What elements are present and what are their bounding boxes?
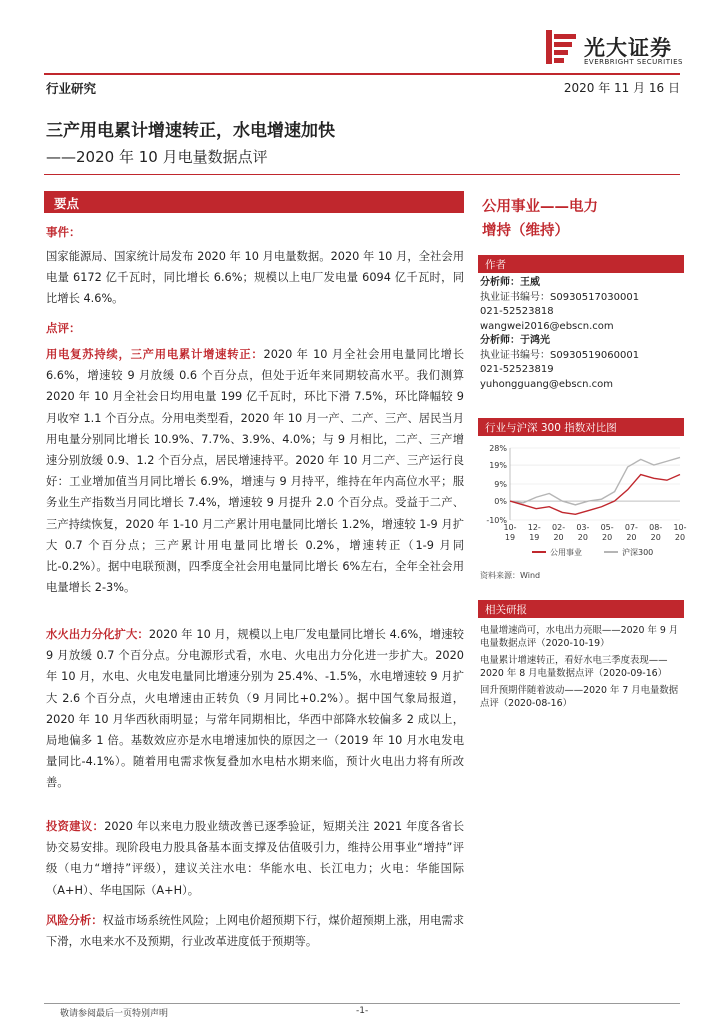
reports-bar [478, 600, 684, 618]
comment-label: 点评： [46, 321, 81, 335]
footer-disclaimer: 敬请参阅最后一页特别声明 [60, 1009, 169, 1019]
analyst-role: 分析师： [480, 277, 520, 288]
report-category: 行业研究 [46, 81, 97, 96]
series-line-utilities [510, 475, 680, 515]
paragraph-generation-head: 水火出力分化扩大： [46, 628, 149, 641]
x-tick-label: 07- [624, 523, 638, 532]
summary-section-bar [44, 191, 464, 213]
analyst-cert: 执业证书编号：S0930519060001 [480, 349, 640, 361]
paragraph-generation-text: 2020 年 10 月，规模以上电厂发电量同比增长 4.6%，增速较 9 月放缓 0.7 个百分点。分电源形式看，水电、火电出力分化进一步扩大。2020 年 10 月，水电、火电发电量同比增速分别为 25.4%、-1.5%，水电增速较 9 月扩大 2.6 个百分点，火电增速由正转负（9 月同比+0.2%）。据中国气象局报道，2020 年 10 月华西秋雨明显；与常年同期相比，华西中部降水较偏多 2 成以上，局地偏多 1 倍。基数效应亦是水电增速加快的原因之一（2019 年 10 月水电发电量同比-4.1%）。随着用电需求恢复叠加水电枯水期来临，预计火电出力将有所改善。 [46, 628, 464, 790]
legend-label: 沪深300 [622, 548, 654, 557]
series-line-csi300 [510, 457, 680, 504]
paragraph-investment-text: 2020 年以来电力股业绩改善已逐季验证，短期关注 2021 年度各省长协交易安排。现阶段电力股具备基本面支撑及估值吸引力，维持公用事业“增持”评级（电力“增持”评级），建议关注水电：华能水电、长江电力；火电：华能国际（A+H）、华电国际（A+H）。 [46, 820, 464, 897]
analyst-email[interactable]: wangwei2016@ebscn.com [480, 320, 614, 332]
paragraph-generation [46, 624, 464, 794]
x-tick-label-year: 20 [577, 533, 588, 542]
analyst-email[interactable]: yuhongguang@ebscn.com [480, 378, 613, 390]
paragraph-demand [46, 344, 464, 598]
x-tick-label-year: 20 [626, 533, 637, 542]
legend-label: 公用事业 [550, 548, 582, 557]
x-tick-label-year: 20 [674, 533, 686, 542]
paragraph-demand-head: 用电复苏持续，三产用电累计增速转正： [46, 348, 264, 361]
industry-rating: 增持（维持） [482, 223, 569, 239]
summary-section-label: 要点 [54, 196, 80, 211]
analyst-name: 王威 [520, 277, 540, 288]
y-tick-label: -10% [486, 516, 507, 525]
paragraph-risk-head: 风险分析： [46, 914, 103, 927]
report-subtitle: ——2020 年 10 月电量数据点评 [46, 148, 268, 166]
authors-label: 作者 [485, 259, 506, 271]
industry-name: 公用事业——电力 [482, 199, 598, 215]
x-tick-label-year: 19 [504, 533, 516, 542]
reports-label: 相关研报 [485, 604, 527, 616]
event-paragraph: 国家能源局、国家统计局发布 2020 年 10 月电量数据。2020 年 10 月，全社会用电量 6172 亿千瓦时，同比增长 6.6%；规模以上电厂发电量 6094 亿千瓦时，同比增长 4.6%。 [46, 250, 464, 306]
y-tick-label: 0% [494, 497, 507, 507]
analyst-role: 分析师： [480, 335, 520, 346]
x-tick-label: 08- [649, 523, 663, 532]
x-tick-label: 10- [503, 523, 517, 532]
logo-mark [546, 30, 576, 64]
x-tick-label-year: 20 [602, 533, 613, 542]
analyst-1 [480, 276, 639, 334]
header-divider [44, 73, 680, 75]
report-date: 2020 年 11 月 16 日 [563, 81, 680, 95]
x-tick-label-year: 20 [553, 533, 564, 542]
y-tick-label: 9% [494, 480, 507, 489]
paragraph-investment-head: 投资建议： [46, 820, 105, 833]
x-tick-label: 03- [576, 523, 590, 532]
report-title: 三产用电累计增速转正，水电增速加快 [46, 121, 335, 141]
chart-source: 资料来源：Wind [480, 571, 541, 580]
x-tick-label: 05- [600, 523, 614, 532]
x-tick-label-year: 20 [650, 533, 661, 542]
related-report-2[interactable]: 电量累计增速转正，看好水电三季度表现——2020 年 8 月电量数据点评（2020-09-16） [480, 655, 668, 680]
analyst-name: 于鸿光 [520, 335, 550, 346]
related-report-3[interactable]: 回升预期伴随着波动——2020 年 7 月电量数据点评（2020-08-16） [480, 685, 679, 710]
x-tick-label: 12- [527, 523, 541, 532]
paragraph-risk-text: 权益市场系统性风险；上网电价超预期下行，煤价超预期上涨，用电需求下滑，水电来水不及预期，行业改革进度低于预期等。 [46, 914, 465, 949]
footer-divider [44, 1003, 680, 1004]
y-tick-label: 28% [489, 444, 507, 453]
chart-bar [478, 418, 684, 436]
x-tick-label: 02- [552, 523, 566, 532]
brand-cn: 光大证券 [584, 36, 672, 60]
comparison-chart [480, 440, 687, 570]
chart-label: 行业与沪深 300 指数对比图 [485, 422, 617, 434]
analyst-2 [480, 334, 639, 392]
title-divider [44, 174, 680, 175]
analyst-phone: 021-52523818 [480, 306, 554, 317]
paragraph-risk [46, 910, 464, 952]
y-tick-label: 19% [489, 461, 507, 471]
event-label: 事件： [46, 225, 81, 239]
page-number: -1- [356, 1006, 369, 1016]
analyst-cert: 执业证书编号：S0930517030001 [480, 291, 640, 303]
x-tick-label-year: 19 [529, 533, 540, 542]
authors-bar [478, 255, 684, 273]
brand-en: EVERBRIGHT SECURITIES [584, 58, 683, 66]
x-tick-label: 10- [673, 523, 687, 532]
related-report-1[interactable]: 电量增速尚可，水电出力亮眼——2020 年 9 月电量数据点评（2020-10-19） [480, 625, 679, 650]
analyst-phone: 021-52523819 [480, 364, 554, 375]
paragraph-investment [46, 816, 464, 901]
paragraph-demand-text: 2020 年 10 月全社会用电量同比增长 6.6%，增速较 9 月放缓 0.6 个百分点，但处于近年来同期较高水平。我们测算 2020 年 10 月全社会日均用电量 199 亿千瓦时，环比下滑 7.5%，环比降幅较 9 月收窄 1.1 个百分点。分用电类型看，2020 年 10 月一产、二产、三产、居民当月用电量分别同比增长 10.9%、7.7%、3.9%、4.0%；与 9 月相比，二产、三产增速分别放缓 0.9、1.2 个百分点，居民增速持平。2020 年 10 月二产、三产运行良好：工业增加值当月同比增长 6.9%，增速与 9 月持平，维持在年内高位水平；服务业生产指数当月同比增长 7.4%，增速较 9 月提升 2.0 个百分点。受益于二产、三产持续恢复，2020 年 1-10 月二产累计用电量同比增长 1.2%，增速较 1-9 月扩大 0.7 个百分点；三产累计用电量同比增长 0.2%，增速转正（1-9 月同比-0.2%）。据中电联预测，四季度全社会用电量同比增长 6%左右，全年全社会用电量增长 2-3%。 [46, 348, 464, 595]
